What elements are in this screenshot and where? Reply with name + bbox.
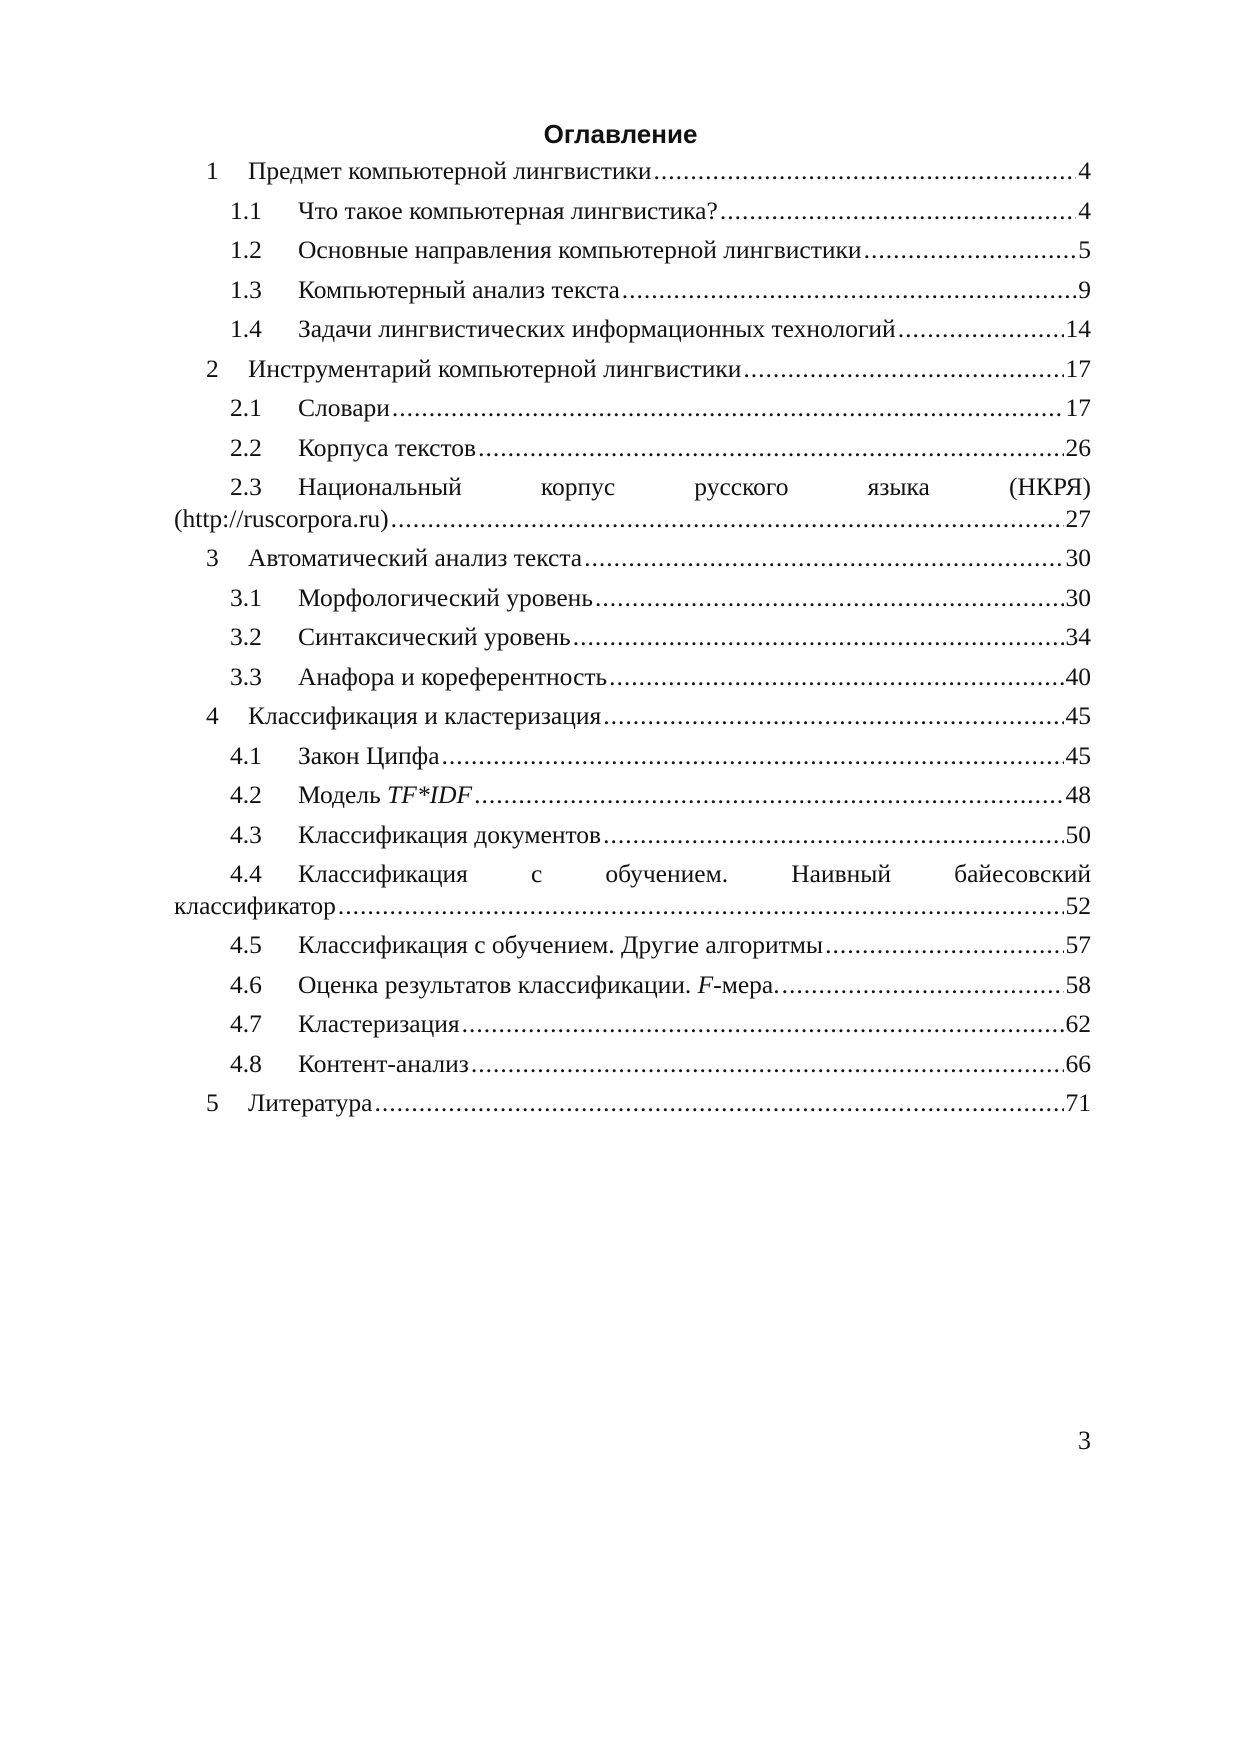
toc-entry[interactable] bbox=[174, 349, 1091, 389]
toc-entry[interactable] bbox=[174, 1083, 1091, 1123]
dot-leader bbox=[474, 775, 1063, 815]
toc-entry-text-italic: TF*IDF bbox=[387, 780, 473, 809]
toc-entry[interactable] bbox=[174, 191, 1091, 231]
toc-entry-page: 17 bbox=[1064, 349, 1092, 389]
toc-entry-page: 62 bbox=[1064, 1004, 1092, 1044]
toc-entry-text: Синтаксический уровень bbox=[298, 617, 573, 657]
toc-entry-page: 57 bbox=[1064, 925, 1092, 965]
dot-leader bbox=[462, 1004, 1064, 1044]
toc-entry-page: 26 bbox=[1064, 428, 1092, 468]
toc-entry-number: 1.4 bbox=[230, 314, 262, 343]
toc-entry[interactable] bbox=[174, 578, 1091, 618]
toc-entry[interactable] bbox=[174, 854, 1091, 925]
dot-leader bbox=[391, 503, 1064, 535]
toc-word: корпус bbox=[540, 472, 616, 501]
dot-leader bbox=[898, 309, 1064, 349]
toc-entry[interactable] bbox=[174, 1004, 1091, 1044]
toc-word: языка bbox=[867, 472, 930, 501]
toc-title: Оглавление bbox=[543, 119, 698, 149]
toc-entry-text-line1 bbox=[298, 471, 1091, 503]
toc-word: Классификация bbox=[298, 859, 468, 888]
toc-word: с bbox=[530, 859, 543, 888]
toc-entry-page: 34 bbox=[1064, 617, 1092, 657]
toc-entry-text: Что такое компьютерная лингвистика? bbox=[298, 191, 720, 231]
toc-entry-text: Классификация документов bbox=[298, 815, 603, 855]
toc-entry-number: 5 bbox=[206, 1088, 219, 1117]
toc-entry[interactable] bbox=[174, 428, 1091, 468]
toc-entry[interactable] bbox=[174, 1044, 1091, 1084]
toc-entry-number: 4.8 bbox=[230, 1048, 262, 1078]
toc-entry[interactable] bbox=[174, 815, 1091, 855]
toc-entry-number: 1.1 bbox=[230, 195, 262, 225]
toc-entry-page: 71 bbox=[1064, 1083, 1092, 1123]
toc-entry-text: Контент-анализ bbox=[298, 1044, 471, 1084]
toc-entry[interactable] bbox=[174, 736, 1091, 776]
toc-entry[interactable] bbox=[174, 965, 1091, 1005]
toc-entry-text-plain: Модель bbox=[298, 780, 388, 809]
toc-entry-page: 4 bbox=[1076, 191, 1091, 231]
toc-entry-number: 4 bbox=[206, 701, 219, 730]
dot-leader bbox=[864, 230, 1077, 270]
toc-entry-number: 1.3 bbox=[230, 274, 262, 304]
toc-word: Наивный bbox=[791, 859, 892, 888]
toc-entry-page: 66 bbox=[1064, 1044, 1092, 1084]
toc-entry-number: 4.5 bbox=[230, 930, 262, 959]
toc-entry-page: 45 bbox=[1064, 696, 1092, 736]
toc-entry[interactable] bbox=[174, 151, 1091, 191]
dot-leader bbox=[392, 388, 1064, 428]
toc-entry-number: 1.2 bbox=[230, 235, 262, 264]
dot-leader bbox=[782, 965, 1064, 1005]
toc-entry-number: 2.2 bbox=[230, 432, 262, 462]
toc-entry-text: Кластеризация bbox=[298, 1004, 462, 1044]
toc-entry-page: 14 bbox=[1064, 309, 1092, 349]
toc-entry[interactable] bbox=[174, 230, 1091, 270]
toc-entry-text-plain: Оценка результатов классификации. bbox=[298, 969, 698, 999]
toc-entry[interactable] bbox=[174, 388, 1091, 428]
toc-entry-page: 30 bbox=[1064, 578, 1092, 618]
dot-leader bbox=[743, 349, 1063, 389]
toc-entry[interactable] bbox=[174, 775, 1091, 815]
toc-entry[interactable] bbox=[174, 309, 1091, 349]
toc-entry-number: 4.3 bbox=[230, 819, 262, 849]
toc-entry-page: 17 bbox=[1064, 388, 1092, 428]
toc-entry-number: 4.1 bbox=[230, 740, 262, 770]
toc-entry-text bbox=[298, 965, 782, 1005]
dot-leader bbox=[825, 925, 1063, 965]
dot-leader bbox=[338, 890, 1064, 922]
dot-leader bbox=[603, 696, 1063, 736]
page-number: 3 bbox=[1078, 1426, 1091, 1455]
table-of-contents bbox=[174, 151, 1091, 1123]
toc-entry-number: 4.6 bbox=[230, 969, 262, 999]
toc-entry-number: 2 bbox=[206, 353, 219, 383]
dot-leader bbox=[374, 1083, 1063, 1123]
toc-word: (НКРЯ) bbox=[1008, 472, 1091, 501]
toc-entry-number: 3 bbox=[206, 543, 219, 572]
toc-entry-page: 5 bbox=[1076, 230, 1091, 270]
toc-entry-page: 27 bbox=[1065, 504, 1091, 533]
toc-entry[interactable] bbox=[174, 696, 1091, 736]
toc-word: русского bbox=[694, 472, 789, 501]
toc-entry-text-line1 bbox=[298, 858, 1091, 890]
toc-entry[interactable] bbox=[174, 538, 1091, 578]
toc-entry-page: 4 bbox=[1076, 151, 1091, 191]
toc-entry-text: Классификация с обучением. Другие алгоритмы bbox=[298, 925, 825, 965]
toc-entry-number: 1 bbox=[206, 156, 219, 185]
toc-entry-text: Словари bbox=[298, 388, 392, 428]
toc-entry-page: 9 bbox=[1076, 270, 1091, 310]
dot-leader bbox=[622, 270, 1076, 310]
toc-entry-page: 50 bbox=[1064, 815, 1092, 855]
toc-entry-text: Задачи лингвистических информационных технологий bbox=[298, 309, 898, 349]
toc-word: байесовский bbox=[954, 859, 1091, 888]
toc-entry-text: Компьютерный анализ текста bbox=[298, 270, 622, 310]
toc-entry-number: 4.7 bbox=[230, 1009, 262, 1038]
toc-entry-text: Предмет компьютерной лингвистики bbox=[248, 151, 654, 191]
dot-leader bbox=[595, 578, 1064, 618]
dot-leader bbox=[573, 617, 1064, 657]
toc-entry-text: Литература bbox=[248, 1083, 374, 1123]
toc-entry-number: 3.1 bbox=[230, 582, 262, 612]
dot-leader bbox=[609, 657, 1063, 697]
toc-entry-page: 48 bbox=[1064, 775, 1092, 815]
dot-leader bbox=[654, 151, 1077, 191]
toc-entry-number: 3.2 bbox=[230, 622, 262, 651]
toc-entry-page: 52 bbox=[1065, 891, 1091, 920]
toc-entry[interactable] bbox=[174, 467, 1091, 538]
toc-word: обучением. bbox=[605, 859, 729, 888]
toc-entry-text: Автоматический анализ текста bbox=[248, 538, 584, 578]
dot-leader bbox=[478, 428, 1063, 468]
toc-entry-text-line2: (http://ruscorpora.ru) bbox=[174, 504, 389, 533]
dot-leader bbox=[471, 1044, 1064, 1084]
toc-entry-text-italic: F bbox=[697, 969, 714, 999]
dot-leader bbox=[442, 736, 1064, 776]
dot-leader bbox=[584, 538, 1063, 578]
toc-entry-text: Анафора и кореферентность bbox=[298, 657, 609, 697]
toc-entry-text: Основные направления компьютерной лингвистики bbox=[298, 230, 864, 270]
toc-entry-text-line2: классификатор bbox=[174, 891, 336, 920]
toc-entry[interactable] bbox=[174, 270, 1091, 310]
toc-entry-number: 3.3 bbox=[230, 661, 262, 691]
dot-leader bbox=[603, 815, 1063, 855]
toc-entry[interactable] bbox=[174, 657, 1091, 697]
toc-entry[interactable] bbox=[174, 617, 1091, 657]
dot-leader bbox=[720, 191, 1076, 231]
toc-entry-number: 2.1 bbox=[230, 393, 262, 422]
toc-entry-text: Инструментарий компьютерной лингвистики bbox=[248, 349, 743, 389]
toc-entry-text: Классификация и кластеризация bbox=[248, 696, 603, 736]
toc-entry-number: 2.3 bbox=[230, 472, 262, 501]
toc-entry-page: 40 bbox=[1064, 657, 1092, 697]
toc-entry-text-after: -мера. bbox=[713, 969, 780, 999]
toc-entry-number: 4.4 bbox=[230, 859, 262, 888]
toc-entry-text: Закон Ципфа bbox=[298, 736, 442, 776]
toc-entry-page: 58 bbox=[1064, 965, 1092, 1005]
toc-entry-page: 30 bbox=[1064, 538, 1092, 578]
toc-entry-number: 4.2 bbox=[230, 780, 262, 809]
toc-word: Национальный bbox=[298, 472, 462, 501]
toc-entry-page: 45 bbox=[1064, 736, 1092, 776]
toc-entry-text: Морфологический уровень bbox=[298, 578, 595, 618]
toc-entry-text: Корпуса текстов bbox=[298, 428, 478, 468]
toc-entry[interactable] bbox=[174, 925, 1091, 965]
toc-entry-text bbox=[298, 775, 474, 815]
